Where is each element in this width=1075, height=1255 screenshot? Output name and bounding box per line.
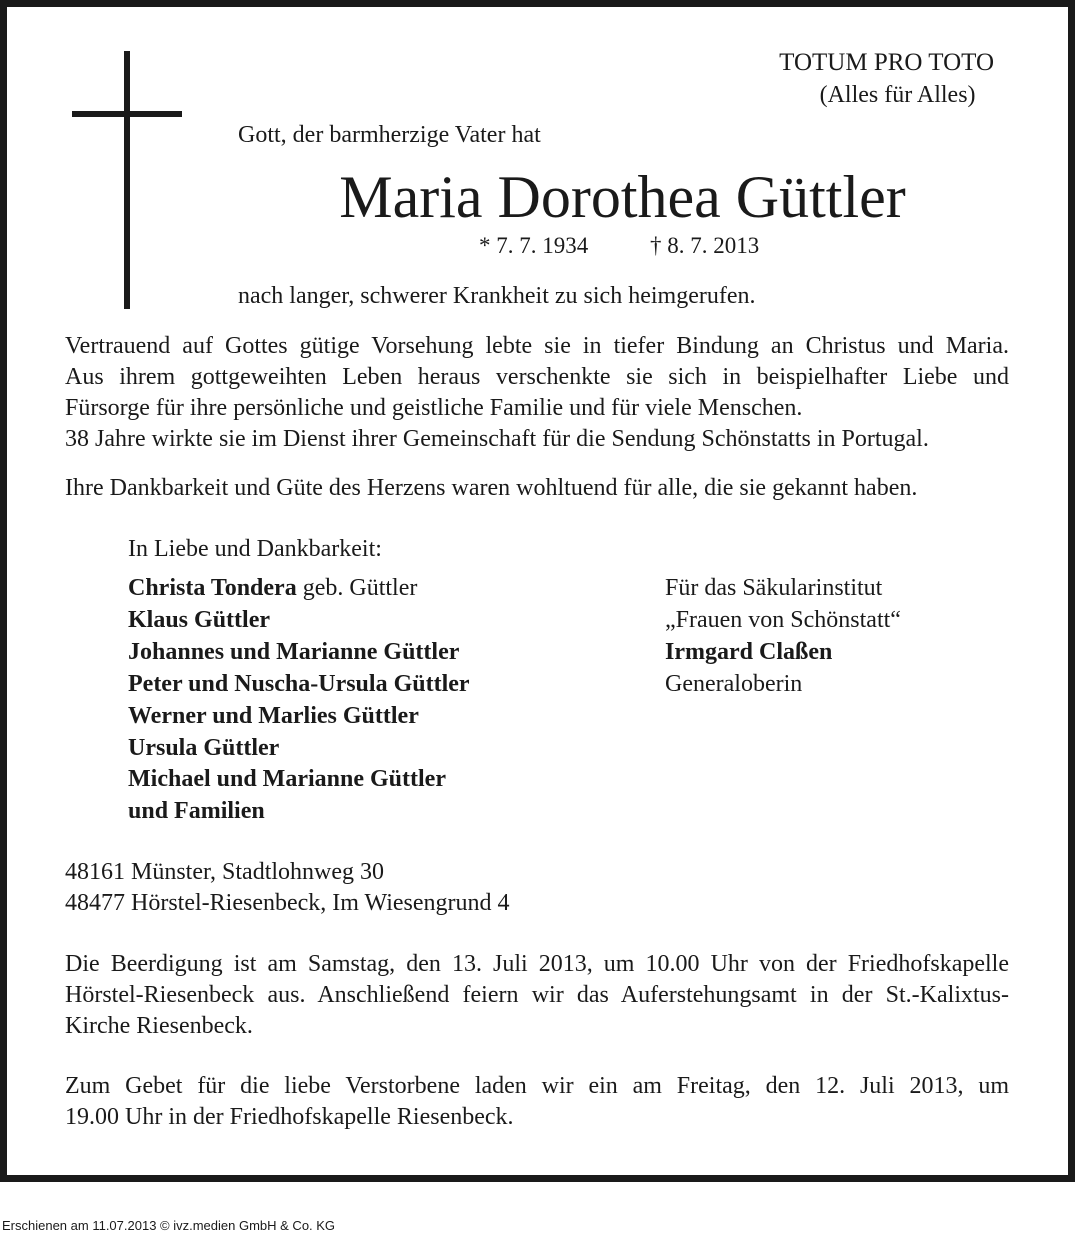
- signer-first: [128, 573, 470, 605]
- address-line: 48161 Münster, Stadtlohnweg 30: [65, 859, 385, 885]
- institute-name: „Frauen von Schönstatt“: [665, 606, 901, 633]
- signer-name: Michael und Marianne Güttler: [128, 766, 446, 793]
- tribute-paragraph: [65, 331, 1009, 455]
- prayer-paragraph: [65, 1071, 1009, 1133]
- tribute-line: Fürsorge für ihre persönliche und geistliche Familie und für viele Menschen.: [65, 395, 803, 421]
- funeral-paragraph: [65, 949, 1009, 1042]
- prayer-line: 19.00 Uhr in der Friedhofskapelle Riesenbeck.: [65, 1104, 514, 1130]
- institute-signer: [665, 573, 901, 701]
- intro-text: Gott, der barmherzige Vater hat: [238, 122, 541, 148]
- motto-title: TOTUM PRO TOTO: [779, 49, 994, 76]
- signer-first-name: Christa Tondera: [128, 575, 297, 601]
- signer-name: Klaus Güttler: [128, 606, 270, 633]
- prayer-line: Zum Gebet für die liebe Verstorbene laden wir ein am Freitag, den 12. Juli 2013, um: [65, 1073, 1009, 1099]
- funeral-line: Die Beerdigung ist am Samstag, den 13. Juli 2013, um 10.00 Uhr von der Friedhofskapelle: [65, 951, 1009, 977]
- motto: [779, 47, 994, 111]
- death-date: † 8. 7. 2013: [650, 233, 760, 258]
- institute-line: Für das Säkularinstitut: [665, 575, 883, 601]
- signer-name: und Familien: [128, 798, 265, 825]
- signer-name: Ursula Güttler: [128, 734, 280, 761]
- deceased-name: Maria Dorothea Güttler: [339, 164, 906, 230]
- institute-role: Generaloberin: [665, 670, 803, 697]
- tribute-line: Aus ihrem gottgeweihten Leben heraus verschenkte sie sich in beispielhafter Liebe und: [65, 364, 1009, 390]
- funeral-line: Kirche Riesenbeck.: [65, 1013, 253, 1039]
- family-signers: [128, 573, 470, 828]
- tribute-line: 38 Jahre wirkte sie im Dienst ihrer Gemeinschaft für die Sendung Schönstatts in Portugal.: [65, 426, 929, 452]
- tribute-line: Vertrauend auf Gottes gütige Vorsehung lebte sie in tiefer Bindung an Christus und Maria.: [65, 333, 1009, 359]
- address-line: 48477 Hörstel-Riesenbeck, Im Wiesengrund 4: [65, 890, 510, 916]
- signer-name: Johannes und Marianne Güttler: [128, 638, 460, 665]
- motto-translation: (Alles für Alles): [819, 82, 976, 108]
- signer-name: Werner und Marlies Güttler: [128, 702, 419, 729]
- mourners-heading: In Liebe und Dankbarkeit:: [128, 536, 382, 562]
- birth-date: * 7. 7. 1934: [479, 233, 589, 258]
- outro-text: nach langer, schwerer Krankheit zu sich heimgerufen.: [238, 283, 756, 309]
- funeral-line: Hörstel-Riesenbeck aus. Anschließend feiern wir das Auferstehungsamt in der St.-Kalixtus-: [65, 982, 1009, 1008]
- signer-name: Peter und Nuscha-Ursula Güttler: [128, 670, 470, 697]
- signer-first-suffix: geb. Güttler: [296, 575, 418, 601]
- publication-footer: Erschienen am 11.07.2013 © ivz.medien GmbH & Co. KG: [2, 1218, 336, 1233]
- institute-person: Irmgard Claßen: [665, 638, 833, 665]
- addresses: [65, 857, 510, 919]
- cross-icon-bar: [72, 111, 182, 117]
- tribute-closing: Ihre Dankbarkeit und Güte des Herzens waren wohltuend für alle, die sie gekannt haben.: [65, 475, 918, 501]
